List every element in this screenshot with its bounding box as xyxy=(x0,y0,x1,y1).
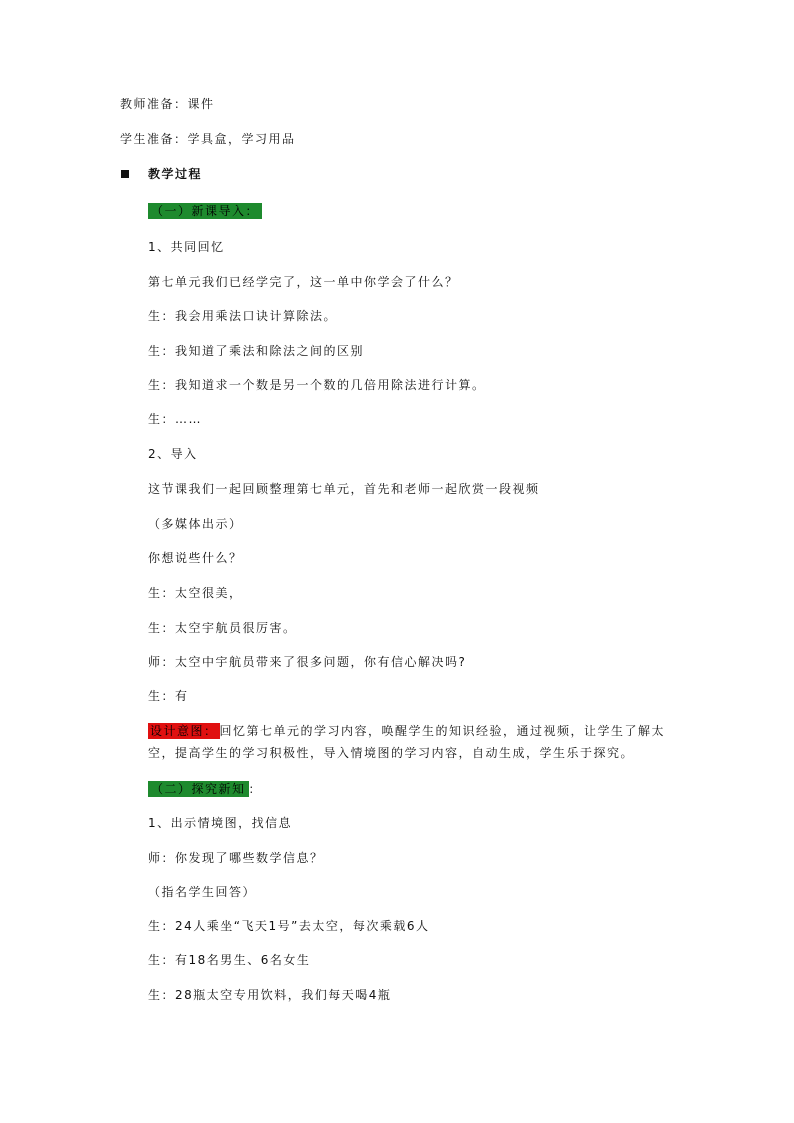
student-reply-1: 生：太空很美， xyxy=(148,586,243,600)
process-heading: 教学过程 xyxy=(148,167,203,181)
answer-note: （指名学生回答） xyxy=(148,885,257,899)
info-3: 生：28瓶太空专用饮料，我们每天喝4瓶 xyxy=(148,988,392,1002)
teacher-question: 师：太空中宇航员带来了很多问题，你有信心解决吗? xyxy=(148,655,467,669)
section-2-colon: ： xyxy=(248,782,263,796)
student-reply-2: 生：太空宇航员很厉害。 xyxy=(148,621,297,635)
design-intent xyxy=(148,720,678,764)
teacher-prep: 教师准备：课件 xyxy=(120,97,215,111)
section-2-highlight: （二）探究新知 xyxy=(148,781,249,797)
student-prep: 学生准备：学具盒，学习用品 xyxy=(120,132,296,146)
answer-3: 生：我知道求一个数是另一个数的几倍用除法进行计算。 xyxy=(148,378,486,392)
design-intent-text: 回忆第七单元的学习内容，唤醒学生的知识经验，通过视频，让学生了解太空，提高学生的学习积极性，导入情境图的学习内容，自动生成，学生乐于探究。 xyxy=(148,724,666,760)
question-1: 第七单元我们已经学完了，这一单中你学会了什么？ xyxy=(148,275,459,289)
square-bullet-icon xyxy=(121,170,129,178)
answer-1: 生：我会用乘法口诀计算除法。 xyxy=(148,309,338,323)
info-1: 生：24人乘坐“飞天1号”去太空，每次乘载6人 xyxy=(148,919,430,933)
section-1-highlight: （一）新课导入： xyxy=(148,203,262,219)
teacher-question-2: 师：你发现了哪些数学信息？ xyxy=(148,851,324,865)
question-2: 你想说些什么？ xyxy=(148,551,243,565)
student-reply-3: 生：有 xyxy=(148,689,189,703)
answer-4: 生：…… xyxy=(148,412,203,426)
section-2-label xyxy=(148,781,262,797)
answer-2: 生：我知道了乘法和除法之间的区别 xyxy=(148,344,365,358)
intro-text: 这节课我们一起回顾整理第七单元，首先和老师一起欣赏一段视频 xyxy=(148,482,540,496)
item-2-heading: 2、导入 xyxy=(148,447,198,461)
section-2-item-1: 1、出示情境图，找信息 xyxy=(148,816,293,830)
design-intent-label: 设计意图： xyxy=(150,724,218,738)
media-note: （多媒体出示） xyxy=(148,517,243,531)
section-1-label xyxy=(148,203,262,219)
item-1-heading: 1、共同回忆 xyxy=(148,240,225,254)
info-2: 生：有18名男生、6名女生 xyxy=(148,953,311,967)
